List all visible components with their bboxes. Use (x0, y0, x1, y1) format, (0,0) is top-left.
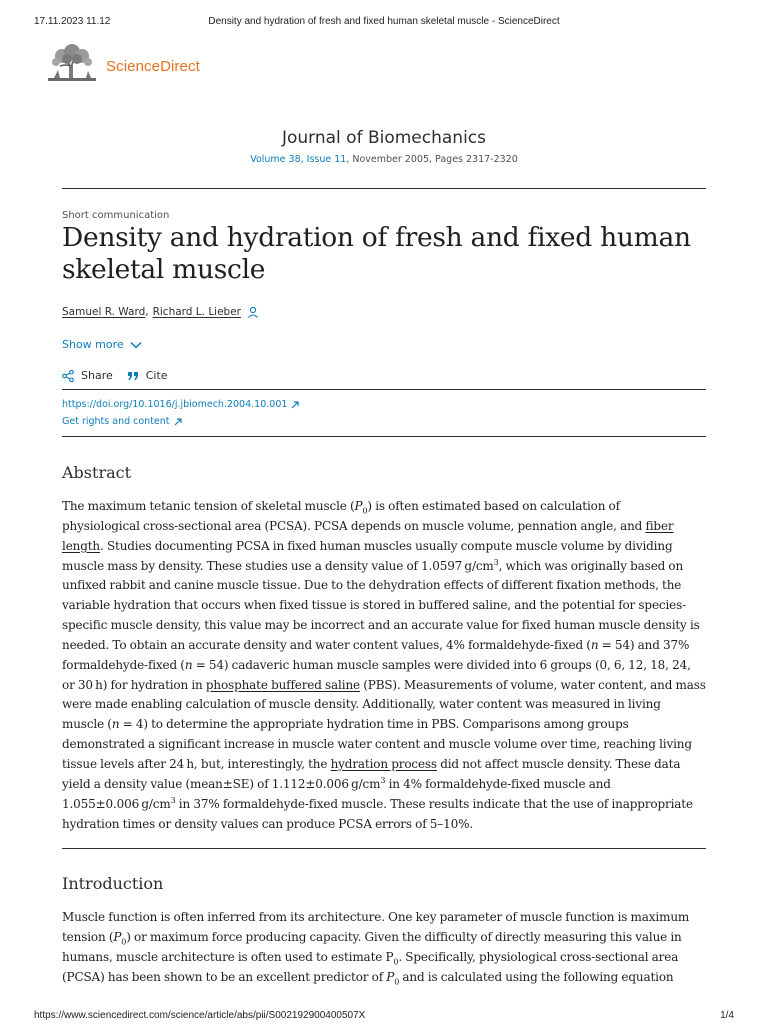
text-line: The maximum tetanic tension of skeletal muscle $(P_0)$ is often estimated based on calculation of (62, 499, 620, 516)
elsevier-tree-logo-icon (48, 44, 96, 84)
divider (62, 188, 706, 189)
text-line: 1.055±0.006 $g/cm^3$ in 37% formaldehyde-fixed muscle. These results indicate that the use of inappropriate (62, 795, 693, 811)
issue-details: , November 2005, Pages 2317-2320 (346, 154, 518, 165)
share-label: Share (81, 369, 113, 382)
quote-icon (127, 371, 139, 381)
external-link-icon (174, 418, 182, 426)
doi-link[interactable] (62, 399, 299, 410)
text-line: or 30 h) for hydration in phosphate buffered saline (PBS). Measurements of volume, water content, and mass (62, 677, 706, 692)
text-line: yield a density value (mean±SE) of 1.112±0.006 $g/cm^3$ in 4% formaldehyde-fixed muscle and (62, 775, 611, 791)
text-line: hydration times or density values can produce PCSA errors of 5–10%. (62, 816, 474, 831)
author-separator: , (145, 306, 149, 318)
author-link[interactable]: Samuel R. Ward (62, 306, 146, 318)
corresponding-author-icon[interactable] (247, 306, 259, 318)
divider (62, 848, 706, 849)
print-title: Density and hydration of fresh and fixed human skeletal muscle - ScienceDirect (208, 16, 560, 27)
text-line: tension $(P_0)$ or maximum force producing capacity. Given the difficulty of directly measuring this value in (62, 929, 682, 947)
hydration-process-link[interactable]: hydration process (330, 756, 437, 771)
text-line: demonstrated a significant increase in muscle water content and muscle volume over time, reaching living (62, 737, 692, 752)
sciencedirect-logo[interactable] (48, 44, 208, 86)
article-title: Density and hydration of fresh and fixed human skeletal muscle (62, 222, 691, 285)
text-line: needed. To obtain an accurate density and water content values, 4% formaldehyde-fixed (n = 54) and 37% (62, 637, 690, 652)
article-actions (62, 369, 182, 382)
rights-link[interactable] (62, 416, 182, 427)
show-more-button[interactable] (62, 338, 142, 351)
text-line: variable hydration that occurs when fixed tissue is stored in buffered saline, and the potential for species- (62, 598, 687, 613)
cite-button[interactable] (127, 369, 168, 382)
author-link[interactable]: Richard L. Lieber (152, 306, 241, 318)
share-icon (62, 370, 74, 382)
print-url: https://www.sciencedirect.com/science/article/abs/pii/S002192900400507X (34, 1010, 366, 1021)
divider (62, 436, 706, 437)
journal-issue (0, 154, 768, 165)
abstract-heading: Abstract (62, 463, 132, 482)
introduction-text (62, 908, 712, 987)
text-line: (PCSA) has been shown to be an excellent predictor of $P_0$ and is calculated using the following equation (62, 969, 674, 986)
chevron-down-icon (130, 341, 142, 349)
text-line: were made enabling calculation of muscle density. Additionally, water content was measured in living (62, 697, 661, 712)
brand-name: ScienceDirect (106, 58, 200, 75)
text-line: muscle (n = 4) to determine the appropriate hydration time in PBS. Comparisons among groups (62, 717, 629, 732)
volume-issue-link[interactable]: Volume 38, Issue 11 (250, 154, 347, 165)
text-line: muscle mass by density. These studies use a density value of 1.0597 $g/cm^3$, which was originally based on (62, 557, 684, 573)
author-list (62, 306, 259, 318)
doi-text: https://doi.org/10.1016/j.jbiomech.2004.10.001 (62, 399, 288, 410)
show-more-label: Show more (62, 338, 124, 351)
cite-label: Cite (145, 369, 168, 382)
journal-name[interactable]: Journal of Biomechanics (281, 128, 487, 148)
text-line: specific muscle density, this value may be incorrect and an accurate value for fixed human muscle density is (62, 618, 700, 633)
fiber-length-link[interactable]: length (62, 538, 101, 553)
text-line: Muscle function is often inferred from its architecture. One key parameter of muscle function is maximum (62, 910, 690, 924)
abstract-text (62, 497, 712, 834)
print-page-number: 1/4 (720, 1010, 734, 1021)
text-line: unfixed rabbit and canine muscle tissue. Due to the dehydration effects of different fixation methods, the (62, 578, 682, 593)
fiber-length-link[interactable]: fiber (645, 518, 674, 533)
text-line: formaldehyde-fixed (n = 54) cadaveric human muscle samples were divided into 6 groups (0, 6, 12, 18, 24, (62, 657, 691, 672)
text-line: tissue levels after 24 h, but, interestingly, the hydration process did not affect muscle density. These data (62, 756, 681, 771)
text-line: physiological cross-sectional area (PCSA). PCSA depends on muscle volume, pennation angle, and fiber (62, 518, 674, 533)
external-link-icon (291, 401, 299, 409)
pbs-link[interactable]: phosphate buffered saline (205, 677, 360, 692)
article-type: Short communication (62, 210, 170, 221)
rights-text: Get rights and content (62, 416, 170, 427)
introduction-heading: Introduction (62, 874, 164, 893)
text-line: length. Studies documenting PCSA in fixed human muscles usually compute muscle volume by dividing (62, 538, 673, 553)
text-line: humans, muscle architecture is often used to estimate $P_0$. Specifically, physiological cross-sectional area (62, 949, 679, 967)
divider (62, 389, 706, 390)
print-date: 17.11.2023 11.12 (34, 16, 111, 27)
share-button[interactable] (62, 369, 113, 382)
